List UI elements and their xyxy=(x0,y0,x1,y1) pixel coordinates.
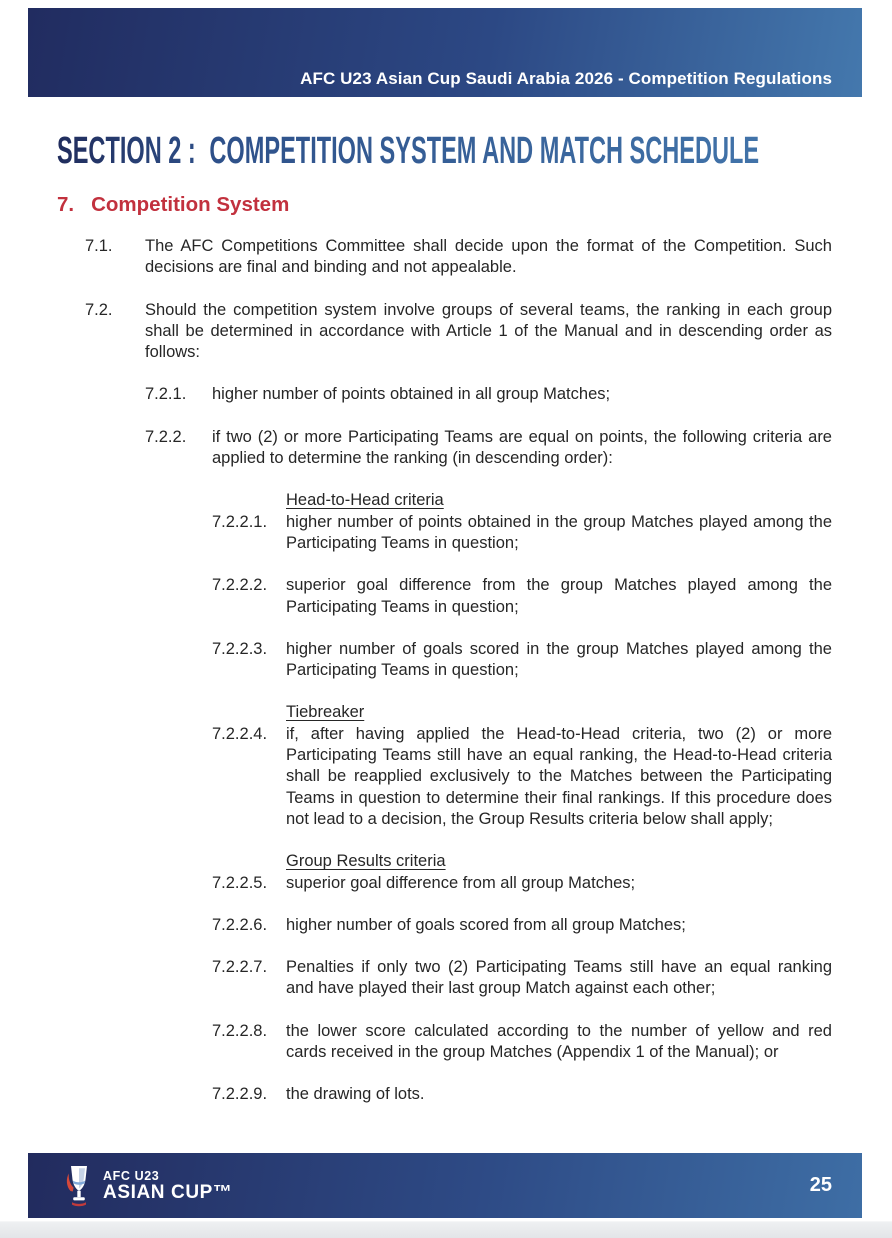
clause-row xyxy=(57,957,832,1000)
trophy-icon xyxy=(64,1164,94,1208)
clause-number: 7.2.2.4. xyxy=(212,724,268,743)
clause-number: 7.2.2.8. xyxy=(212,1021,268,1040)
section-title xyxy=(57,131,759,171)
clause-number: 7.2.2.7. xyxy=(212,958,268,977)
clause-number: 7.2.2.5. xyxy=(212,873,268,892)
clause-row xyxy=(57,236,832,279)
clause-row xyxy=(57,490,832,554)
clause-number: 7.2.2.1. xyxy=(212,512,268,531)
clause-row xyxy=(57,300,832,364)
clause-body xyxy=(286,915,832,936)
clause-row xyxy=(57,384,832,405)
clause-row xyxy=(57,639,832,682)
afc-u23-asian-cup-logo xyxy=(64,1164,233,1208)
article-heading xyxy=(57,192,289,217)
clause-text: higher number of points obtained in the group Matches played among the Participating Teams in question; xyxy=(286,512,832,552)
clause-row xyxy=(57,915,832,936)
clause-body xyxy=(286,490,832,554)
clause-body xyxy=(286,1084,832,1105)
clause-body xyxy=(286,575,832,618)
clause-body xyxy=(286,1021,832,1064)
clause-row xyxy=(57,427,832,470)
clause-heading: Tiebreaker xyxy=(286,703,365,722)
clause-number: 7.2.1. xyxy=(145,385,187,404)
article-title: Competition System xyxy=(91,193,290,216)
clause-number: 7.2.2.3. xyxy=(212,639,268,658)
footer-band xyxy=(28,1153,862,1218)
document-title: AFC U23 Asian Cup Saudi Arabia 2026 - Competition Regulations xyxy=(300,69,832,88)
clause-text: superior goal difference from all group Matches; xyxy=(286,873,636,892)
header-band xyxy=(28,8,862,97)
clause-number: 7.2.2.2. xyxy=(212,576,268,595)
clause-row xyxy=(57,851,832,894)
clause-text: the lower score calculated according to the number of yellow and red cards received in the group Matches (Appendix 1 of the Manual); or xyxy=(286,1021,832,1062)
clause-text: if, after having applied the Head-to-Head criteria, two (2) or more Participating Teams still have an equal ranking, the Head-to-Head criteria shall be reapplied exclusively to the Matches between the Participating Teams in question to determine their final rankings. If this procedure does not lead to a decision, the Group Results criteria below shall apply; xyxy=(286,724,832,828)
clause-text: The AFC Competitions Committee shall decide upon the format of the Competition. Such decisions are final and binding and not appealable. xyxy=(145,237,832,277)
clause-number: 7.2. xyxy=(85,300,113,319)
clause-text: higher number of goals scored from all group Matches; xyxy=(286,915,686,934)
clause-body xyxy=(145,300,832,364)
logo-line2: ASIAN CUP™ xyxy=(103,1181,233,1203)
clause-list xyxy=(57,236,832,1127)
clause-text: superior goal difference from the group Matches played among the Participating Teams in question; xyxy=(286,576,832,616)
clause-text: the drawing of lots. xyxy=(286,1085,425,1104)
clause-row xyxy=(57,575,832,618)
clause-text: Penalties if only two (2) Participating Teams still have an equal ranking and have played their last group Match against each other; xyxy=(286,958,832,998)
clause-text: higher number of goals scored in the group Matches played among the Participating Teams in question; xyxy=(286,639,832,680)
clause-row xyxy=(57,1021,832,1064)
clause-body xyxy=(212,384,832,405)
clause-number: 7.1. xyxy=(85,237,113,255)
clause-body xyxy=(286,639,832,682)
logo-line1: AFC U23 xyxy=(103,1168,160,1183)
clause-text: if two (2) or more Participating Teams are equal on points, the following criteria are applied to determine the ranking (in descending order): xyxy=(212,427,832,468)
article-number: 7. xyxy=(57,193,75,216)
clause-text: higher number of points obtained in all group Matches; xyxy=(212,385,611,404)
clause-body xyxy=(286,957,832,1000)
clause-body xyxy=(212,427,832,470)
page-bottom-margin xyxy=(0,1221,892,1238)
clause-text: Should the competition system involve groups of several teams, the ranking in each group shall be determined in accordance with Article 1 of the Manual and in descending order as follows: xyxy=(145,300,832,362)
clause-heading: Head-to-Head criteria xyxy=(286,491,444,510)
clause-number: 7.2.2. xyxy=(145,427,187,446)
clause-row xyxy=(57,702,832,830)
clause-number: 7.2.2.6. xyxy=(212,915,268,934)
clause-body xyxy=(286,702,832,830)
clause-body xyxy=(145,236,832,279)
logo-wordmark xyxy=(103,1169,233,1203)
clause-heading: Group Results criteria xyxy=(286,852,446,871)
clause-number: 7.2.2.9. xyxy=(212,1085,268,1104)
clause-row xyxy=(57,1084,832,1105)
section-name: COMPETITION SYSTEM AND MATCH SCHEDULE xyxy=(209,130,760,172)
section-label: SECTION 2 : xyxy=(57,130,196,172)
page-number: 25 xyxy=(809,1174,832,1196)
clause-body xyxy=(286,851,832,894)
